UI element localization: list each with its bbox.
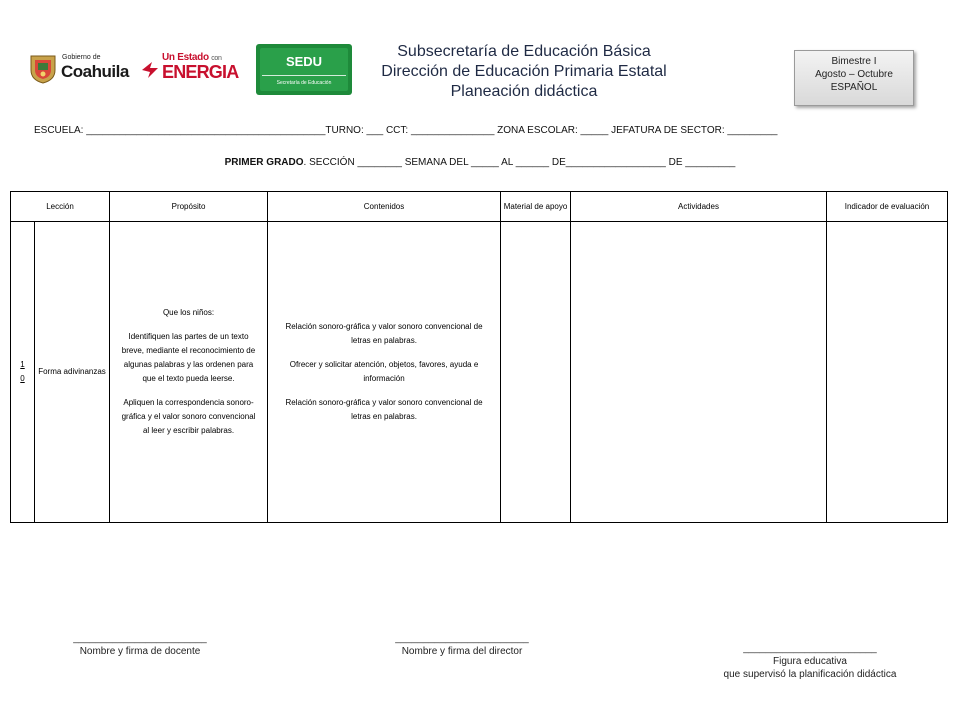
material-cell: [501, 222, 571, 523]
energia-logo-top-text: Un Estado con: [162, 52, 222, 63]
signature-line: ________________________: [73, 633, 207, 644]
activities-cell: [571, 222, 827, 523]
signature-director-label: Nombre y firma del director: [401, 646, 523, 657]
title-direccion: Dirección de Educación Primaria Estatal: [381, 63, 667, 80]
sedu-logo: [256, 44, 352, 95]
signature-line: ________________________: [743, 643, 877, 654]
content-item-3: Relación sonoro-gráfica y valor sonoro convencional de letras en palabras.: [285, 398, 483, 421]
coahuila-logo-big-text: Coahuila: [61, 62, 129, 81]
signature-figura: [700, 642, 920, 681]
header-material: Material de apoyo: [501, 192, 571, 222]
header-proposito: Propósito: [110, 192, 268, 222]
grade-info-line: [0, 157, 960, 168]
title-subsecretaria: Subsecretaría de Educación Básica: [397, 43, 651, 60]
energia-logo: [140, 48, 239, 88]
signature-figura-label-1: Figura educativa: [773, 656, 847, 667]
signature-line: ________________________: [395, 633, 529, 644]
indicator-cell: [827, 222, 948, 523]
header-leccion: Lección: [11, 192, 110, 222]
purpose-item-1: Identifiquen las partes de un texto breve, mediante el reconocimiento de algunas palabras y las ordenen para que el texto pueda leerse.: [121, 332, 256, 383]
signature-docente-label: Nombre y firma de docente: [79, 646, 201, 657]
energia-mark-icon: [140, 60, 160, 80]
table-row: [11, 222, 948, 523]
bimestre-box: [794, 50, 914, 106]
signature-director: [382, 632, 542, 658]
planning-table: [10, 191, 948, 523]
content-item-1: Relación sonoro-gráfica y valor sonoro convencional de letras en palabras.: [285, 322, 483, 345]
sedu-logo-name: SEDU: [285, 54, 323, 69]
content-item-2: Ofrecer y solicitar atención, objetos, favores, ayuda e información: [289, 360, 479, 383]
signature-docente: [60, 632, 220, 658]
title-planeacion: Planeación didáctica: [450, 83, 598, 100]
bimestre-label: Bimestre I: [831, 56, 877, 67]
purpose-cell: [110, 222, 268, 523]
signature-figura-label-2: que supervisó la planificación didáctica: [723, 669, 897, 680]
table-header-row: [11, 192, 948, 222]
purpose-item-2: Apliquen la correspondencia sonoro-gráfica y el valor sonoro convencional al leer y escribir palabras.: [121, 398, 256, 435]
sedu-logo-divider: [262, 75, 346, 76]
purpose-intro: Que los niños:: [162, 308, 215, 317]
header-actividades: Actividades: [571, 192, 827, 222]
coahuila-seal-icon: [28, 52, 58, 84]
section-week-fields: . SECCIÓN ________ SEMANA DEL _____ AL ______ DE__________________ DE _________: [303, 157, 736, 168]
lesson-name: Forma adivinanzas: [35, 222, 110, 523]
coahuila-logo-small-text: Gobierno de: [62, 54, 101, 61]
grade-label: PRIMER GRADO: [224, 157, 304, 168]
lesson-number: 1 0: [11, 222, 35, 523]
coahuila-logo: [28, 50, 130, 86]
header-indicador: Indicador de evaluación: [827, 192, 948, 222]
document-titles: [364, 42, 684, 102]
bimestre-months: Agosto – Octubre: [815, 69, 893, 80]
energia-logo-main-text: ENERGIA: [162, 62, 239, 82]
contents-cell: [268, 222, 501, 523]
header-contenidos: Contenidos: [268, 192, 501, 222]
sedu-logo-subtitle: Secretaría de Educación: [276, 80, 332, 86]
school-info-line: ESCUELA: ___________________________________________TURNO: ___ CCT: _______________ ZONA ESCOLAR: _____ JEFATURA DE SECTOR: _________: [34, 125, 778, 136]
bimestre-subject: ESPAÑOL: [830, 82, 878, 93]
